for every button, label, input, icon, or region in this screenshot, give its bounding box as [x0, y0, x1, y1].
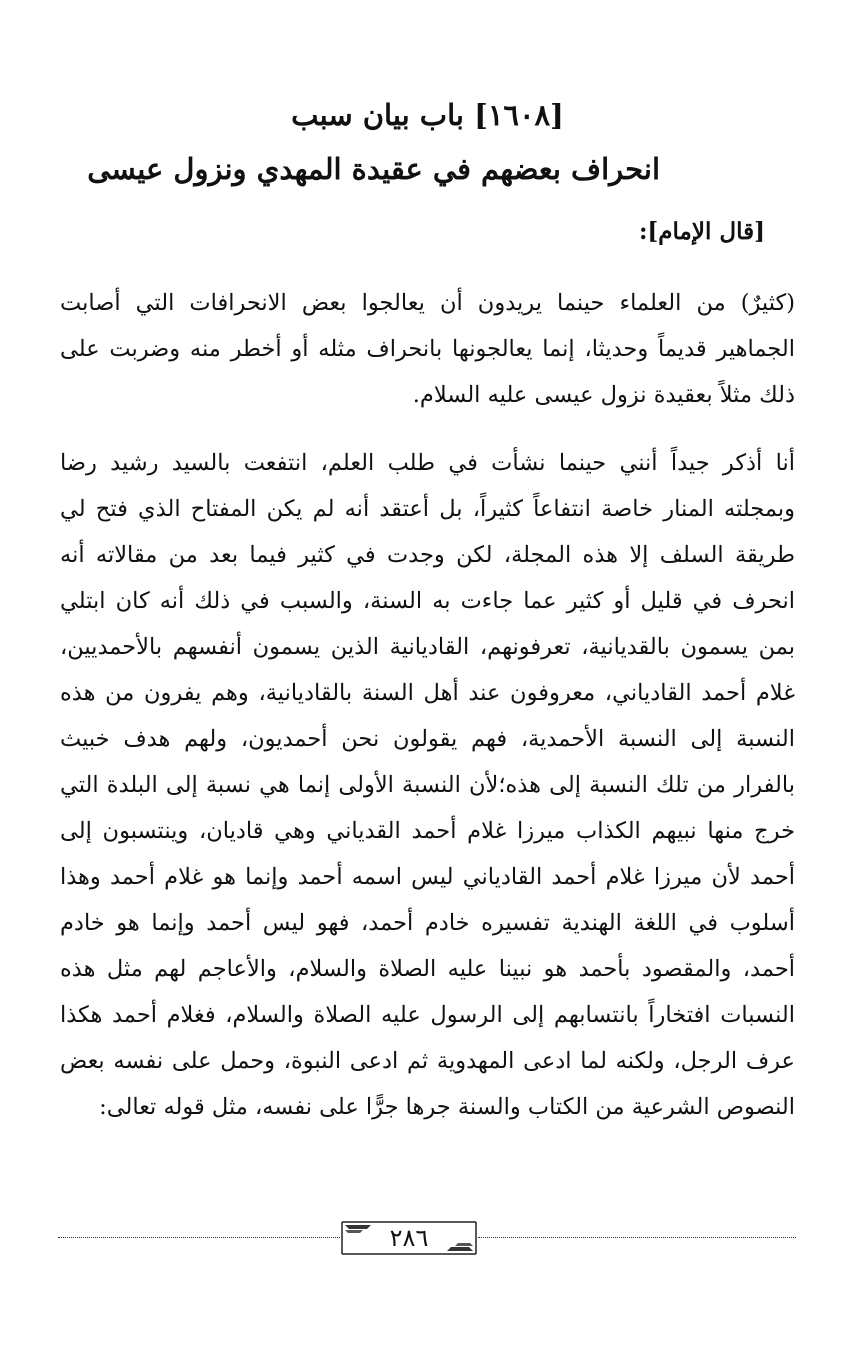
page-number-frame — [340, 1220, 478, 1256]
footer-rule-right — [478, 1237, 796, 1238]
chapter-subtitle: انحراف بعضهم في عقيدة المهدي ونزول عيسى — [87, 152, 660, 186]
paragraph-2: أنا أذكر جيداً أنني حينما نشأت في طلب العلم، انتفعت بالسيد رشيد رضا وبمجلته المنار خاصة انتفاعاً كثيراً، بل أعتقد أنه لم يكن المفتاح الذي فتح لي طريقة السلف إلا هذه المجلة، لكن وجدت في كثير فيما بعد من مقالاته أنه انحرف في قليل أو كثير عما جاءت به السنة، والسبب في ذلك أنه كان ابتلي بمن يسمون بالقديانية، تعرفونهم، القاديانية الذين يسمون أنفسهم بالأحمديين، غلام أحمد القادياني، معروفون عند أهل السنة بالقاديانية، وهم يفرون من هذه النسبة إلى النسبة الأحمدية، فهم يقولون نحن أحمديون، ولهم هدف خبيث بالفرار من تلك النسبة إلى هذه؛لأن النسبة الأولى إنما هي نسبة إلى البلدة التي خرج منها نبيهم الكذاب ميرزا غلام أحمد القدياني وهي قاديان، وينتسبون إلى أحمد لأن ميرزا غلام أحمد القادياني ليس اسمه أحمد وإنما هو غلام أحمد وهذا أسلوب في اللغة الهندية تفسيره خادم أحمد، فهو ليس أحمد وإنما هو خادم أحمد، والمقصود بأحمد هو نبينا عليه الصلاة والسلام، والأعاجم لهم مثل هذه النسبات افتخاراً بانتسابهم إلى الرسول عليه الصلاة والسلام، فغلام أحمد هكذا عرف الرجل، ولكنه لما ادعى المهدوية ثم ادعى النبوة، وحمل على نفسه بعض النصوص الشرعية من الكتاب والسنة جرها جرًّا على نفسه، مثل قوله تعالى: — [60, 450, 795, 1120]
paragraph-1: (كثيرٌ) من العلماء حينما يريدون أن يعالجوا بعض الانحرافات التي أصابت الجماهير قديماً وحديثا، إنما يعالجونها بانحراف مثله أو أخطر منه وضربت على ذلك مثلاً بعقيدة نزول عيسى عليه السلام. — [60, 290, 795, 408]
page-number: ٢٨٦ — [389, 1224, 429, 1252]
chapter-title: [١٦٠٨] باب بيان سبب — [291, 98, 564, 132]
speaker-label: [قال الإمام]: — [638, 218, 765, 245]
footer-rule-left — [58, 1237, 340, 1238]
